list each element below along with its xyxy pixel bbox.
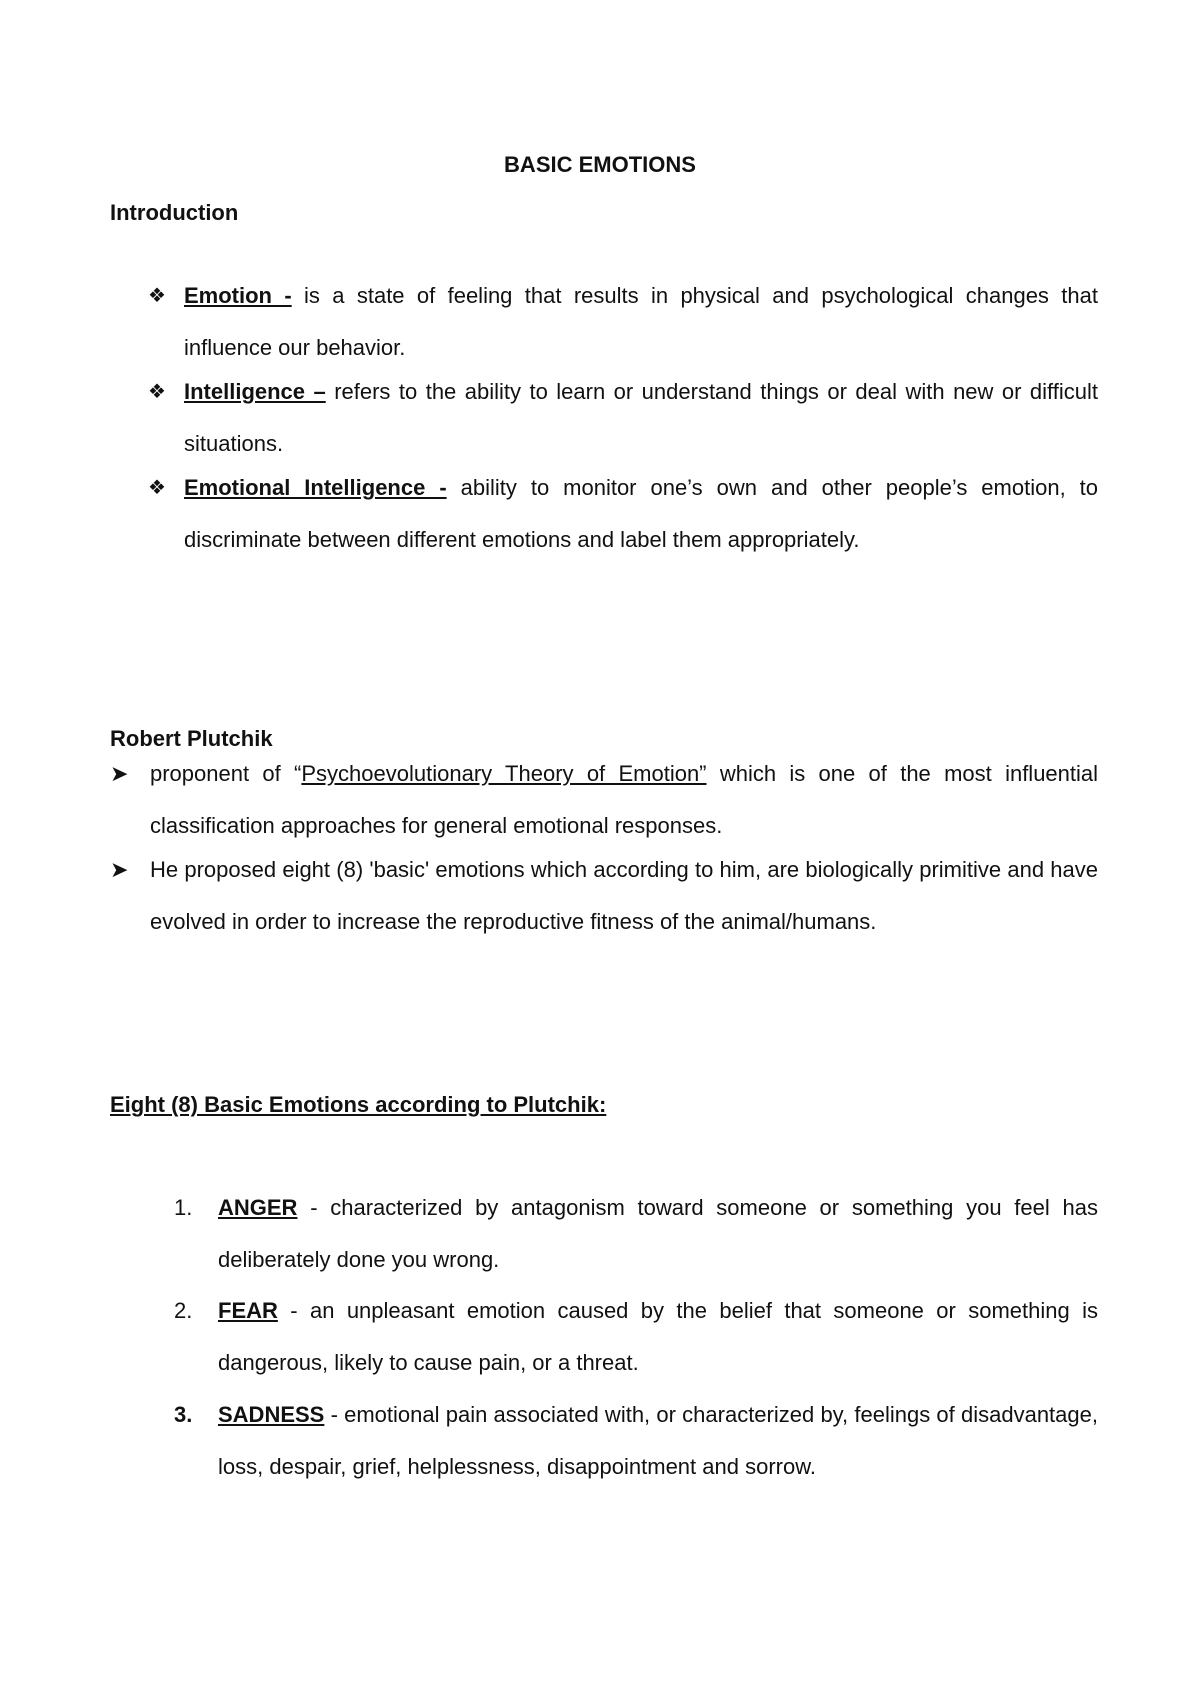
emotion-item-text xyxy=(218,1182,1098,1286)
emotion-term-anger: ANGER xyxy=(218,1195,298,1220)
plutchik-item-text xyxy=(150,748,1098,852)
emotion-definition-anger: - characterized by antagonism toward someone or something you feel has deliberately done you wrong. xyxy=(218,1195,1098,1272)
emotion-term-sadness: SADNESS xyxy=(218,1402,325,1427)
emotion-definition-sadness: - emotional pain associated with, or characterized by, feelings of disadvantage, loss, despair, grief, helplessness, disappointment and sorrow. xyxy=(218,1402,1098,1479)
list-number: 1. xyxy=(174,1195,193,1220)
diamond-bullet-icon: ❖ xyxy=(148,381,166,403)
intro-item-emotion xyxy=(146,270,1098,374)
emotion-item-sadness xyxy=(174,1389,1098,1493)
basic-emotions-heading: Eight (8) Basic Emotions according to Plutchik: xyxy=(110,1092,607,1117)
intro-item-text xyxy=(184,366,1098,470)
list-number: 2. xyxy=(174,1298,193,1323)
introduction-heading: Introduction xyxy=(110,200,239,225)
plutchik-item-proposal xyxy=(110,844,1098,948)
diamond-bullet-icon: ❖ xyxy=(148,477,166,499)
list-number: 3. xyxy=(174,1402,193,1427)
definition-emotional-intelligence: ability to monitor one’s own and other people’s emotion, to discriminate between different emotions and label them appropriately. xyxy=(184,475,1098,552)
term-emotional-intelligence: Emotional Intelligence - xyxy=(184,475,447,500)
emotion-item-anger xyxy=(174,1182,1098,1286)
emotion-item-text xyxy=(218,1389,1098,1493)
theory-prefix: proponent of “ xyxy=(150,761,302,786)
intro-item-text xyxy=(184,462,1098,566)
emotion-item-text xyxy=(218,1285,1098,1389)
plutchik-item-text: He proposed eight (8) 'basic' emotions which according to him, are biologically primitive and have evolved in order to increase the reproductive fitness of the animal/humans. xyxy=(150,857,1098,934)
intro-item-emotional-intelligence xyxy=(146,462,1098,566)
document-title: BASIC EMOTIONS xyxy=(504,152,696,177)
emotion-definition-fear: - an unpleasant emotion caused by the belief that someone or something is dangerous, likely to cause pain, or a threat. xyxy=(218,1298,1098,1375)
theory-name: Psychoevolutionary Theory of Emotion” xyxy=(301,761,707,786)
emotion-item-fear xyxy=(174,1285,1098,1389)
definition-intelligence: refers to the ability to learn or understand things or deal with new or difficult situations. xyxy=(184,379,1098,456)
intro-item-intelligence xyxy=(146,366,1098,470)
emotion-term-fear: FEAR xyxy=(218,1298,278,1323)
theory-suffix: which is one of the most influential classification approaches for general emotional responses. xyxy=(150,761,1099,838)
plutchik-heading: Robert Plutchik xyxy=(110,726,273,751)
term-emotion: Emotion - xyxy=(184,283,292,308)
plutchik-item-theory xyxy=(110,748,1098,852)
arrow-bullet-icon: ➤ xyxy=(110,857,129,882)
term-intelligence: Intelligence – xyxy=(184,379,326,404)
definition-emotion: is a state of feeling that results in physical and psychological changes that influence our behavior. xyxy=(184,283,1098,360)
intro-item-text xyxy=(184,270,1098,374)
arrow-bullet-icon: ➤ xyxy=(110,761,129,786)
diamond-bullet-icon: ❖ xyxy=(148,285,166,307)
